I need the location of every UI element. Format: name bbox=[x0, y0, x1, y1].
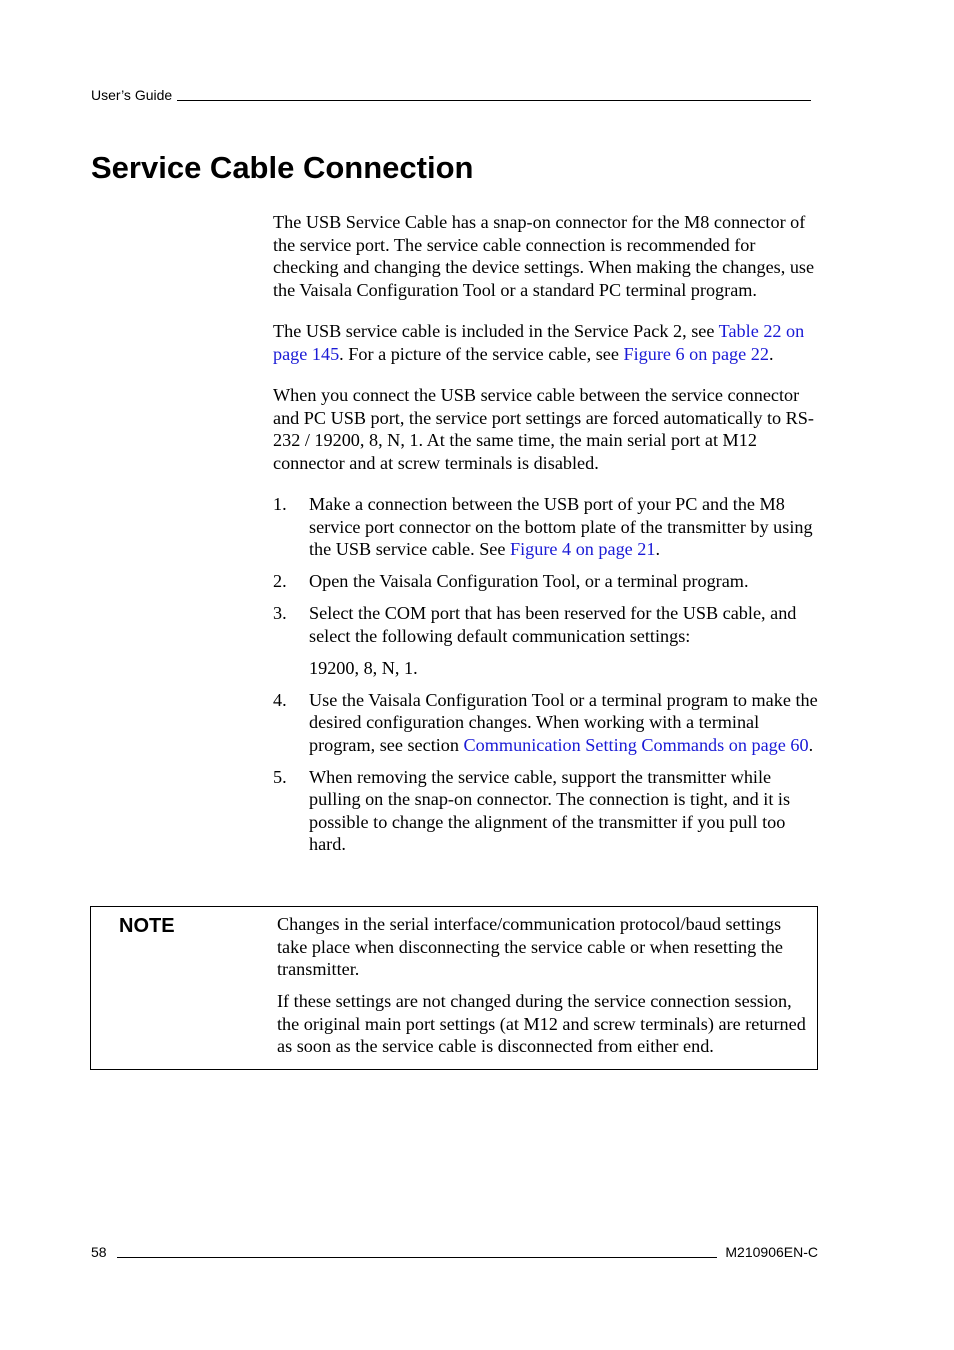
list-item bbox=[273, 766, 823, 856]
step-text-part: . bbox=[808, 734, 814, 755]
intro-paragraph: The USB Service Cable has a snap-on connector for the M8 connector of the service port. The service cable connection is recommended for checking and changing the device settings. When making the changes, use the Vaisala Configuration Tool or a standard PC terminal program. bbox=[273, 212, 815, 300]
figure-6-link[interactable]: Figure 6 on page 22 bbox=[623, 343, 769, 364]
footer-rule bbox=[117, 1257, 718, 1258]
step-text: Open the Vaisala Configuration Tool, or a terminal program. bbox=[309, 571, 749, 591]
service-pack-paragraph bbox=[273, 320, 823, 365]
note-paragraph: Changes in the serial interface/communication protocol/baud settings take place when disconnecting the service cable or when resetting the transmitter. bbox=[277, 914, 784, 979]
step-text-part: . bbox=[655, 539, 661, 559]
step-text bbox=[309, 689, 823, 757]
step-text-part: Select the COM port that has been reserved for the USB cable, and select the following default communication settings: bbox=[309, 603, 797, 646]
step-text-part: Use the Vaisala Configuration Tool or a terminal program to make the desired configuration changes. When working with a terminal program, see section bbox=[309, 689, 818, 755]
step-text bbox=[309, 493, 823, 561]
figure-4-link[interactable]: Figure 4 on page 21 bbox=[510, 539, 656, 559]
document-code: M210906EN-C bbox=[725, 1244, 818, 1260]
step-number: 1. bbox=[273, 494, 287, 514]
step-number: 5. bbox=[273, 766, 287, 787]
paragraph-text: . For a picture of the service cable, see bbox=[339, 343, 624, 364]
step-text bbox=[309, 602, 823, 679]
note-label: NOTE bbox=[119, 915, 175, 937]
step-number: 2. bbox=[273, 571, 287, 591]
header-rule bbox=[177, 100, 811, 101]
list-item bbox=[273, 602, 823, 679]
page-title: Service Cable Connection bbox=[91, 150, 474, 185]
step-text-part: Make a connection between the USB port of your PC and the M8 service port connector on the bottom plate of the transmitter by using the USB service cable. See bbox=[309, 494, 813, 559]
note-text bbox=[277, 913, 813, 1067]
page-number: 58 bbox=[91, 1244, 107, 1260]
page-header bbox=[91, 86, 811, 104]
header-text: User’s Guide bbox=[91, 87, 173, 103]
paragraph-text: . bbox=[768, 343, 774, 364]
body-column bbox=[273, 211, 823, 865]
communication-settings-link[interactable]: Communication Setting Commands on page 60 bbox=[463, 734, 809, 755]
steps-list bbox=[273, 493, 823, 856]
list-item bbox=[273, 493, 823, 561]
note-paragraph: If these settings are not changed during the service connection session, the original main port settings (at M12 and screw terminals) are returned as soon as the service cable is disconnected from either end. bbox=[277, 991, 806, 1056]
page-footer bbox=[91, 1243, 818, 1261]
list-item bbox=[273, 689, 823, 757]
paragraph-text: The USB service cable is included in the Service Pack 2, see bbox=[273, 321, 719, 341]
table-22-link[interactable]: Table 22 on page 145 bbox=[273, 321, 805, 364]
port-settings-paragraph: When you connect the USB service cable between the service connector and PC USB port, the service port settings are forced automatically to RS-232 / 19200, 8, N, 1. At the same time, the main serial port at M12 connector and at screw terminals is disabled. bbox=[273, 385, 814, 473]
list-item bbox=[273, 570, 823, 593]
step-number: 4. bbox=[273, 689, 287, 710]
settings-value: 19200, 8, N, 1. bbox=[309, 657, 418, 678]
step-number: 3. bbox=[273, 603, 287, 623]
note-box bbox=[90, 906, 818, 1070]
step-text: When removing the service cable, support the transmitter while pulling on the snap-on connector. The connection is tight, and it is possible to change the alignment of the transmitter if you pull too hard. bbox=[309, 766, 791, 854]
